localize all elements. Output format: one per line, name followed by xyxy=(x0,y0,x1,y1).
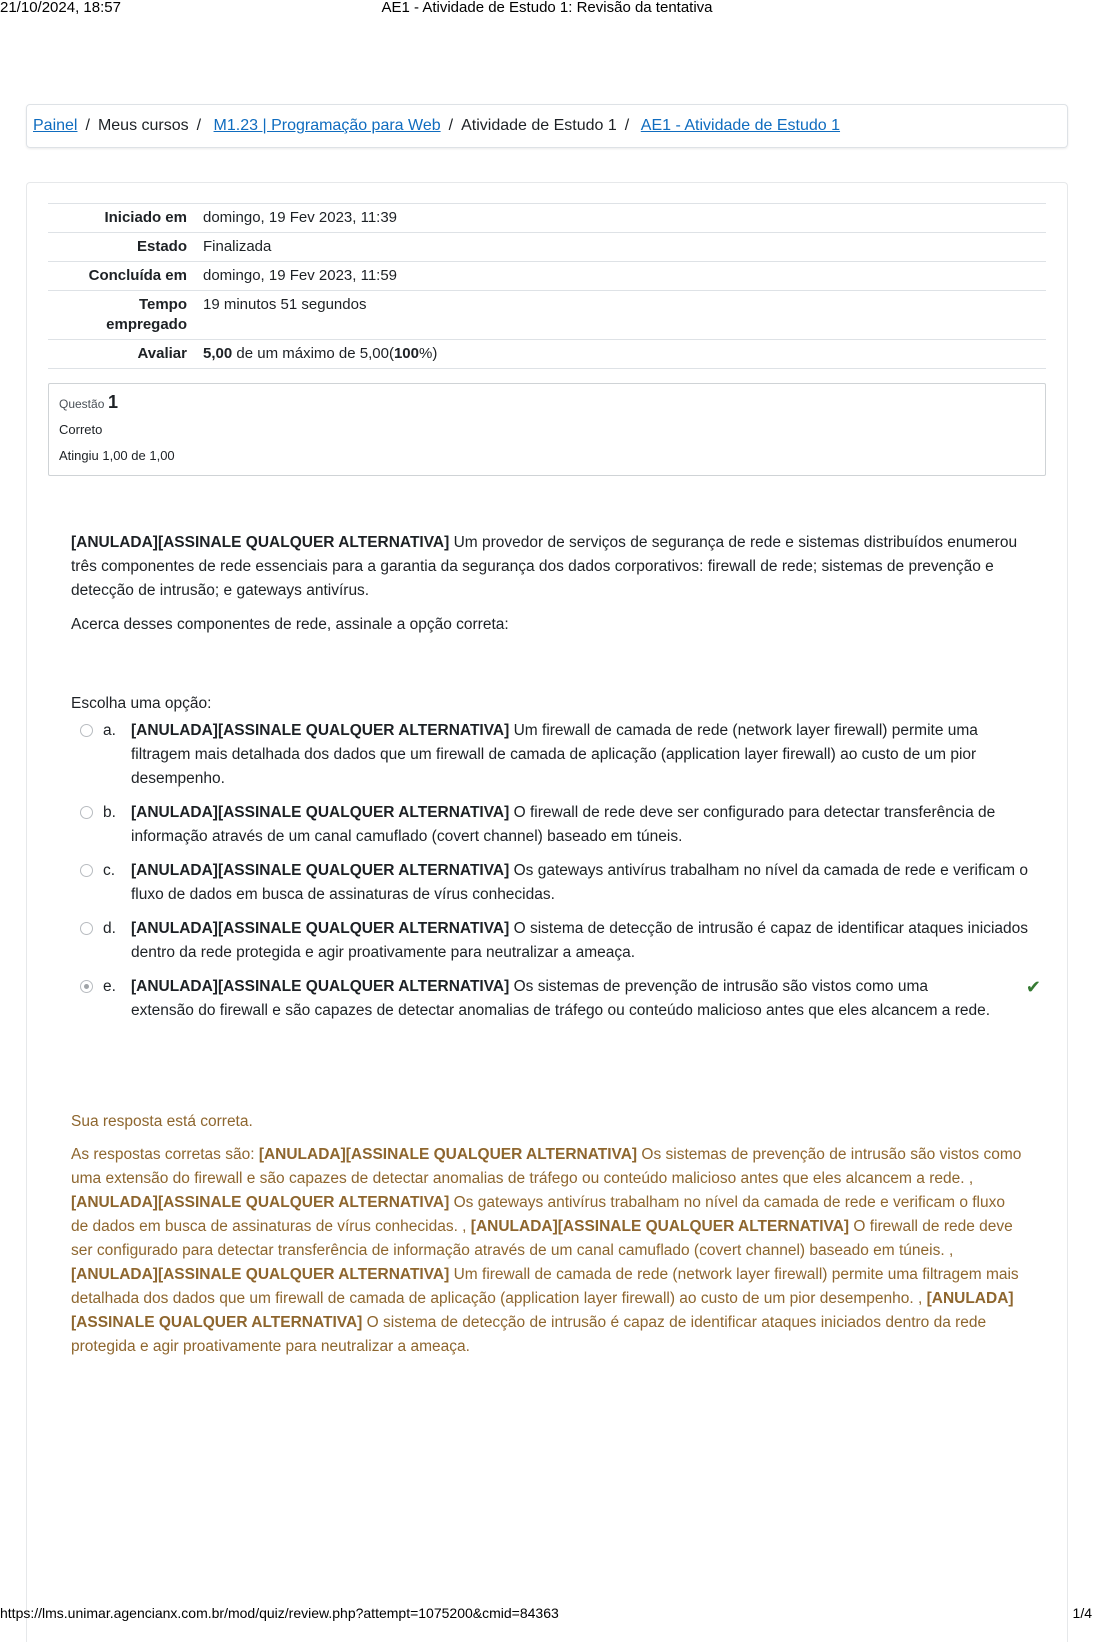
question-tag: [ANULADA][ASSINALE QUALQUER ALTERNATIVA] xyxy=(71,534,450,551)
answer-options xyxy=(71,719,1041,1033)
answer-tag: [ANULADA][ASSINALE QUALQUER ALTERNATIVA] xyxy=(71,1290,1014,1331)
breadcrumb-separator: / xyxy=(448,117,454,134)
option-letter: a. xyxy=(103,722,116,739)
breadcrumb-separator: / xyxy=(624,117,630,134)
question-no: 1 xyxy=(108,392,119,412)
option-body: Um firewall de camada de rede (network layer firewall) permite uma filtragem mais detalhada dos dados que um firewall de camada de aplicação (application layer firewall) ao custo de um pior desempenho. xyxy=(131,722,978,787)
breadcrumb-my-courses: Meus cursos xyxy=(97,117,189,134)
answer-text: Os sistemas de prevenção de intrusão são vistos como uma extensão do firewall e são capazes de detectar anomalias de tráfego ou conteúdo malicioso antes que eles alcancem a rede. , xyxy=(71,1146,1022,1187)
answer-option-d[interactable] xyxy=(71,917,1031,965)
option-body: O sistema de detecção de intrusão é capaz de identificar ataques iniciados dentro da rede protegida e agir proativamente para neutralizar a ameaça. xyxy=(131,920,1028,961)
grade-percent: 100 xyxy=(393,345,419,362)
time-value: 19 minutos 51 segundos xyxy=(203,296,367,313)
breadcrumb-separator: / xyxy=(196,117,202,134)
question-text xyxy=(71,531,1026,647)
answer-text: O sistema de detecção de intrusão é capaz de identificar ataques iniciados dentro da rede protegida e agir proativamente para neutralizar a ameaça. xyxy=(71,1314,987,1355)
radio-e-selected[interactable] xyxy=(80,980,93,993)
time-label-line2: empregado xyxy=(106,316,187,333)
completed-label: Concluída em xyxy=(88,267,187,284)
time-label-line1: Tempo xyxy=(138,296,187,313)
choose-option-label: Escolha uma opção: xyxy=(71,695,212,712)
summary-row-time xyxy=(48,290,1046,339)
option-letter: c. xyxy=(103,862,116,879)
answer-option-c[interactable] xyxy=(71,859,1031,907)
feedback-panel xyxy=(71,1110,1026,1368)
answer-tag: [ANULADA][ASSINALE QUALQUER ALTERNATIVA] xyxy=(71,1266,450,1283)
option-body: Os sistemas de prevenção de intrusão são vistos como uma extensão do firewall e são capazes de detectar anomalias de tráfego ou conteúdo malicioso antes que eles alcancem a rede. xyxy=(131,978,991,1019)
answer-tag: [ANULADA][ASSINALE QUALQUER ALTERNATIVA] xyxy=(71,1194,450,1211)
question-body: Um provedor de serviços de segurança de rede e sistemas distribuídos enumerou três componentes de rede essenciais para a garantia da segurança dos dados corporativos: firewall de rede; sistemas de prevenção e detecção de intrusão; e gateways antivírus. xyxy=(71,534,1018,599)
correct-answers xyxy=(71,1143,1026,1359)
question-info-box xyxy=(48,383,1046,476)
print-footer xyxy=(0,1604,1094,1622)
breadcrumb-course-link[interactable]: M1.23 | Programação para Web xyxy=(213,117,441,134)
option-text xyxy=(131,801,1031,849)
question-label: Questão xyxy=(59,397,105,411)
breadcrumb-separator: / xyxy=(85,117,90,134)
option-letter: d. xyxy=(103,920,116,937)
option-text xyxy=(131,719,1031,791)
radio-c[interactable] xyxy=(80,864,93,877)
answer-option-e[interactable] xyxy=(71,975,1041,1023)
grade-label: Avaliar xyxy=(137,345,187,362)
grade-end: %) xyxy=(418,345,438,362)
summary-row-grade xyxy=(48,339,1046,369)
breadcrumb xyxy=(26,104,1068,148)
started-label: Iniciado em xyxy=(104,209,187,226)
completed-value: domingo, 19 Fev 2023, 11:59 xyxy=(203,267,398,284)
breadcrumb-section: Atividade de Estudo 1 xyxy=(461,117,617,134)
option-tag: [ANULADA][ASSINALE QUALQUER ALTERNATIVA] xyxy=(131,920,510,937)
question-state: Correto xyxy=(59,422,103,437)
state-label: Estado xyxy=(136,238,187,255)
option-text xyxy=(131,859,1031,907)
attempt-summary-table xyxy=(48,203,1046,369)
question-prompt: Acerca desses componentes de rede, assinale a opção correta: xyxy=(71,616,509,633)
summary-row-completed xyxy=(48,261,1046,290)
option-body: Os gateways antivírus trabalham no nível da camada de rede e verificam o fluxo de dados em busca de assinaturas de vírus conhecidas. xyxy=(131,862,1028,903)
option-body: O firewall de rede deve ser configurado para detectar transferência de informação através de um canal camuflado (covert channel) baseado em túneis. xyxy=(131,804,996,845)
answer-text: O firewall de rede deve ser configurado para detectar transferência de informação através de um canal camuflado (covert channel) baseado em túneis. , xyxy=(71,1218,1013,1259)
correct-check-icon: ✔ xyxy=(1025,977,1041,997)
print-url: https://lms.unimar.agencianx.com.br/mod/quiz/review.php?attempt=1075200&cmid=84363 xyxy=(0,1605,559,1621)
question-statement xyxy=(71,531,1026,603)
answer-text: Os gateways antivírus trabalham no nível da camada de rede e verificam o fluxo de dados em busca de assinaturas de vírus conhecidas. , xyxy=(71,1194,1005,1235)
summary-row-state xyxy=(48,232,1046,261)
time-label xyxy=(48,291,203,339)
breadcrumb-activity-link[interactable]: AE1 - Atividade de Estudo 1 xyxy=(640,117,841,134)
option-tag: [ANULADA][ASSINALE QUALQUER ALTERNATIVA] xyxy=(131,722,510,739)
answer-tag: [ANULADA][ASSINALE QUALQUER ALTERNATIVA] xyxy=(258,1146,638,1163)
option-tag: [ANULADA][ASSINALE QUALQUER ALTERNATIVA] xyxy=(131,978,510,995)
answer-tag: [ANULADA][ASSINALE QUALQUER ALTERNATIVA] xyxy=(470,1218,850,1235)
answer-option-a[interactable] xyxy=(71,719,1031,791)
question-number xyxy=(59,392,1035,414)
option-tag: [ANULADA][ASSINALE QUALQUER ALTERNATIVA] xyxy=(131,804,510,821)
correct-message: Sua resposta está correta. xyxy=(71,1113,253,1130)
print-header xyxy=(0,0,1094,16)
print-page-title: AE1 - Atividade de Estudo 1: Revisão da tentativa xyxy=(381,0,713,16)
radio-a[interactable] xyxy=(80,724,93,737)
answer-text: Um firewall de camada de rede (network layer firewall) permite uma filtragem mais detalhada dos dados que um firewall de camada de aplicação (application layer firewall) ao custo de um pior desempenho. , xyxy=(71,1266,1019,1307)
grade-value xyxy=(203,340,437,368)
radio-d[interactable] xyxy=(80,922,93,935)
grade-middle: de um máximo de 5,00( xyxy=(232,345,394,362)
option-tag: [ANULADA][ASSINALE QUALQUER ALTERNATIVA] xyxy=(131,862,510,879)
started-value: domingo, 19 Fev 2023, 11:39 xyxy=(203,209,398,226)
answers-intro: As respostas corretas são: xyxy=(71,1146,259,1163)
option-text xyxy=(131,917,1031,965)
print-page-number: 1/4 xyxy=(1072,1605,1092,1621)
print-datetime: 21/10/2024, 18:57 xyxy=(0,0,121,16)
option-letter: e. xyxy=(103,978,116,995)
radio-b[interactable] xyxy=(80,806,93,819)
state-value: Finalizada xyxy=(203,238,272,255)
question-mark: Atingiu 1,00 de 1,00 xyxy=(59,448,175,463)
option-letter: b. xyxy=(103,804,116,821)
grade-score: 5,00 xyxy=(203,345,233,362)
answer-option-b[interactable] xyxy=(71,801,1031,849)
option-text xyxy=(131,975,1031,1023)
breadcrumb-home-link[interactable]: Painel xyxy=(33,117,78,134)
summary-row-started xyxy=(48,203,1046,232)
